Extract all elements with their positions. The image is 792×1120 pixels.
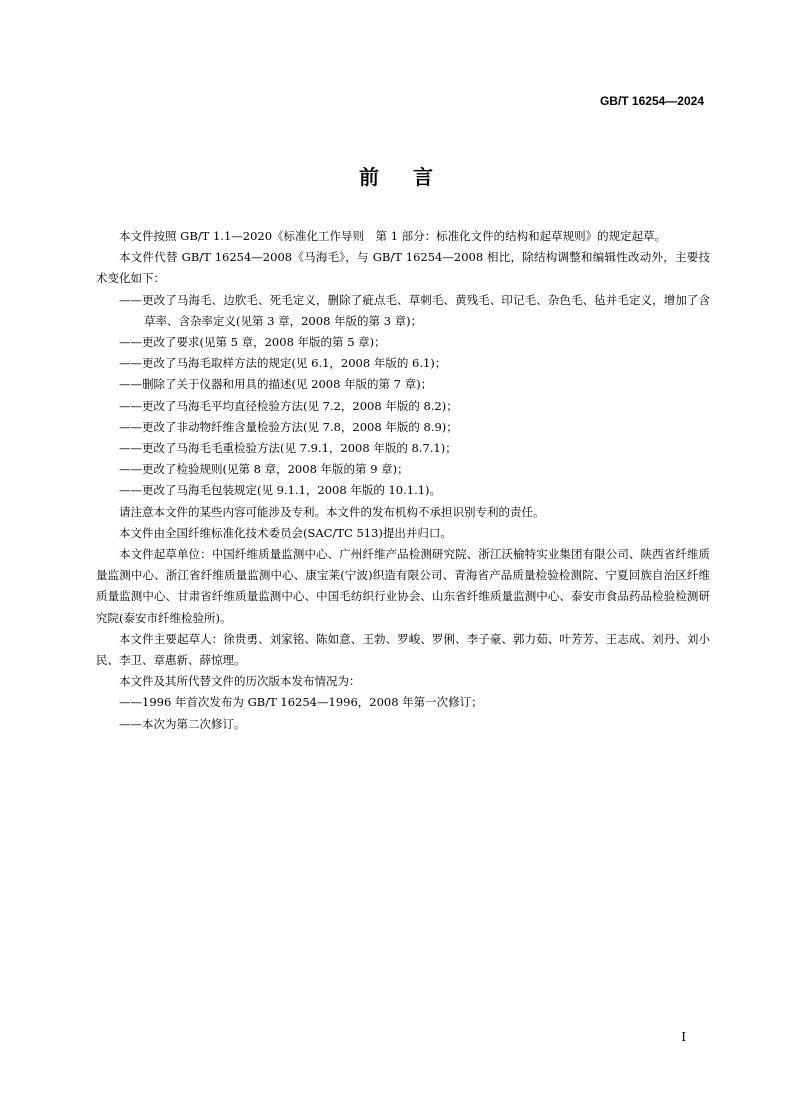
page-number: I — [681, 1030, 686, 1044]
history-item: ——1996 年首次发布为 GB/T 16254—1996，2008 年第一次修订； — [119, 695, 483, 710]
paragraph-drafters: 本文件主要起草人：徐贵勇、刘家铭、陈如意、王勃、罗峻、罗俐、李子豪、郭力茹、叶芳芳、王志成、刘丹、刘小民、李卫、章惠新、薛惊理。 — [96, 631, 710, 668]
change-item: ——更改了检验规则(见第 8 章，2008 年版的第 9 章)； — [119, 462, 409, 477]
change-item: ——更改了马海毛毛重检验方法(见 7.9.1，2008 年版的 8.7.1)； — [119, 441, 457, 456]
change-item: ——更改了非动物纤维含量检验方法(见 7.8，2008 年版的 8.9)； — [119, 419, 458, 434]
history-item: ——本次为第二次修订。 — [119, 716, 246, 731]
paragraph-drafting-units: 本文件起草单位：中国纤维质量监测中心、广州纤维产品检测研究院、浙江沃榆特实业集团有限公司、陕西省纤维质量监测中心、浙江省纤维质量监测中心、康宝莱(宁波)织造有限公司、青海省产品质量检验检测院、宁夏回族自治区纤维质量监测中心、甘肃省纤维质量监测中心、中国毛纺织行业协会、山东省纤维质量监测中心、泰安市食品药品检验检测研究院(泰安市纤维检验所)。 — [96, 547, 710, 625]
change-item: ——更改了要求(见第 5 章，2008 年版的第 5 章)； — [119, 335, 386, 350]
standard-code: GB/T 16254—2024 — [599, 94, 704, 108]
change-item: ——删除了关于仪器和用具的描述(见 2008 年版的第 7 章)； — [119, 377, 433, 392]
paragraph-proposed-by: 本文件由全国纤维标准化技术委员会(SAC/TC 513)提出并归口。 — [119, 525, 452, 540]
paragraph-patent-notice: 请注意本文件的某些内容可能涉及专利。本文件的发布机构不承担识别专利的责任。 — [119, 504, 545, 519]
change-item: ——更改了马海毛、边肷毛、死毛定义，删除了疵点毛、草刺毛、黄残毛、印记毛、杂色毛、毡并毛定义，增加了含草率、含杂率定义(见第 3 章，2008 年版的第 3 章)； — [119, 292, 710, 328]
change-item: ——更改了马海毛包装规定(见 9.1.1，2008 年版的 10.1.1)。 — [119, 483, 442, 498]
paragraph-drafting-rules: 本文件按照 GB/T 1.1—2020《标准化工作导则 第 1 部分：标准化文件的结构和起草规则》的规定起草。 — [119, 229, 667, 243]
page-title: 前言 — [359, 165, 467, 189]
change-item: ——更改了马海毛平均直径检验方法(见 7.2，2008 年版的 8.2)； — [119, 398, 458, 413]
paragraph-history-intro: 本文件及其所代替文件的历次版本发布情况为： — [119, 674, 361, 689]
foreword-body — [96, 226, 710, 735]
paragraph-replacement: 本文件代替 GB/T 16254—2008《马海毛》，与 GB/T 16254—2008 相比，除结构调整和编辑性改动外，主要技术变化如下： — [96, 250, 710, 286]
change-item: ——更改了马海毛取样方法的规定(见 6.1，2008 年版的 6.1)； — [119, 356, 447, 371]
